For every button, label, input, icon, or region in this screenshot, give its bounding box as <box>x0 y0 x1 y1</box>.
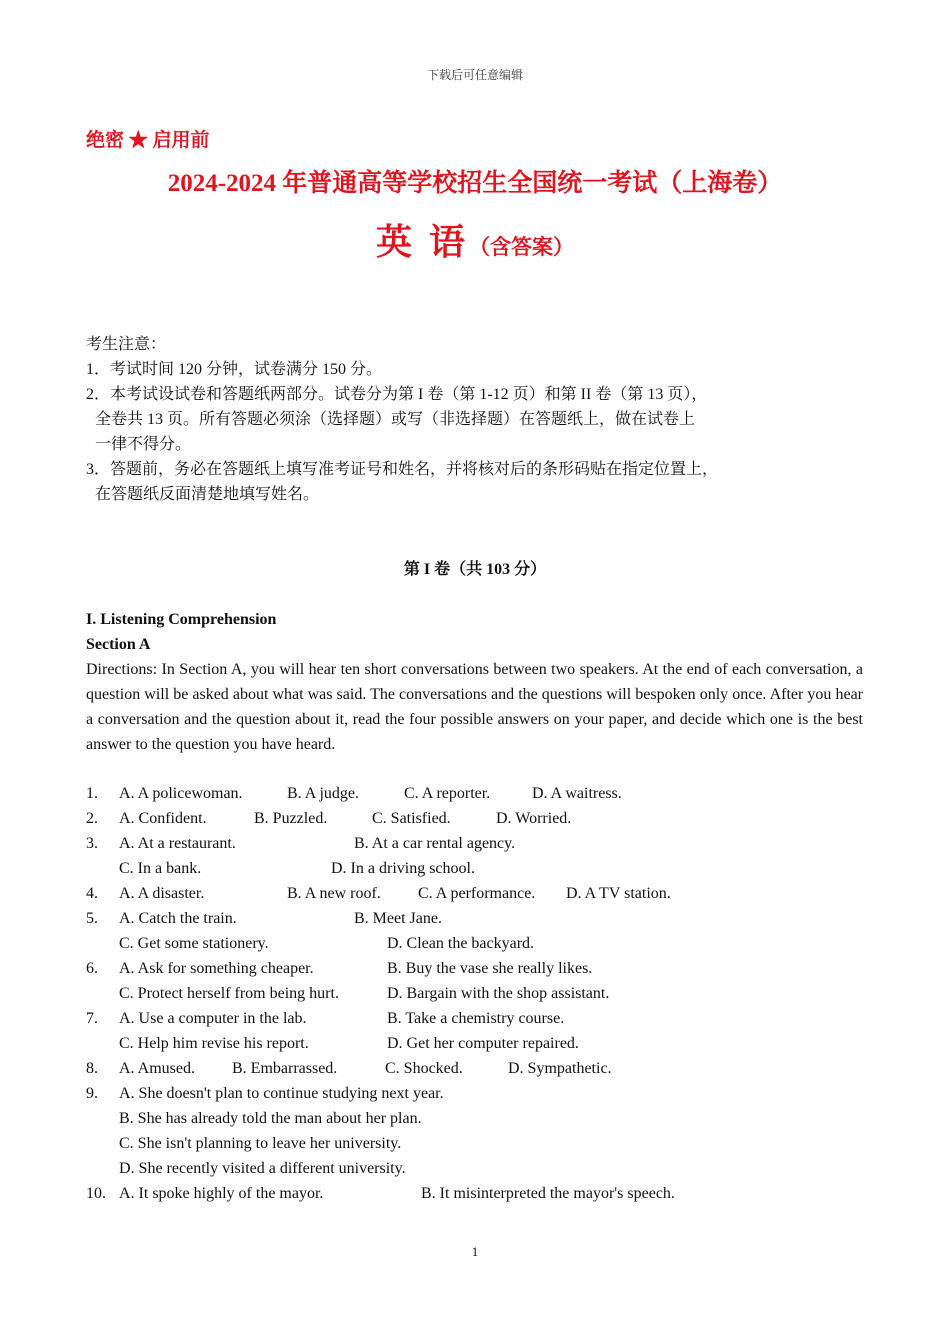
option-d: D. Worried. <box>496 810 572 827</box>
notice-line: 3．答题前，务必在答题纸上填写准考证号和姓名，并将核对后的条形码贴在指定位置上， <box>86 461 719 478</box>
option-c: C. Help him revise his report. <box>119 1035 309 1052</box>
notice-heading: 考生注意： <box>86 336 167 353</box>
question-number: 1. <box>86 785 98 802</box>
option-b: B. Puzzled. <box>254 810 328 827</box>
notice-line: 在答题纸反面清楚地填写姓名。 <box>95 486 320 503</box>
option-b: B. At a car rental agency. <box>354 835 516 852</box>
notice-line: 一律不得分。 <box>95 436 192 453</box>
option-b: B. Take a chemistry course. <box>387 1010 565 1027</box>
listening-title: I. Listening Comprehension <box>86 611 277 628</box>
option-c: C. Satisfied. <box>372 810 451 827</box>
option-a: A. Use a computer in the lab. <box>119 1010 307 1027</box>
option-b: B. Embarrassed. <box>232 1060 338 1077</box>
option-c: C. In a bank. <box>119 860 202 877</box>
option-c: C. Protect herself from being hurt. <box>119 985 339 1002</box>
option-d: D. Bargain with the shop assistant. <box>387 985 610 1002</box>
option-b: B. It misinterpreted the mayor's speech. <box>421 1185 675 1202</box>
question-number: 6. <box>86 960 98 977</box>
option-a: A. She doesn't plan to continue studying next year. <box>119 1085 444 1102</box>
download-note: 下载后可任意编辑 <box>426 68 523 82</box>
option-a: A. Ask for something cheaper. <box>119 960 314 977</box>
option-a: A. Amused. <box>119 1060 195 1077</box>
option-a: A. Catch the train. <box>119 910 237 927</box>
page-number: 1 <box>471 1244 479 1259</box>
option-d: D. Clean the backyard. <box>387 935 535 952</box>
option-c: C. A performance. <box>418 885 536 902</box>
directions-text: Directions: In Section A, you will hear ten short conversations between two speakers. At the end of each conversation, a question will be asked about what was said. The conversations and the questions will bespoken only once. After you hear a conversation and the question about it, read the four possible answers on your paper, and decide which one is the best answer to the question you have heard. <box>86 661 863 753</box>
notice-line: 1．考试时间 120 分钟，试卷满分 150 分。 <box>86 361 383 378</box>
option-b: B. A new roof. <box>287 885 381 902</box>
option-a: A. A disaster. <box>119 885 205 902</box>
option-b: B. Buy the vase she really likes. <box>387 960 593 977</box>
subject-name: 英 语 <box>375 222 469 262</box>
exam-title: 2024-2024 年普通高等学校招生全国统一考试（上海卷） <box>167 170 783 197</box>
question-number: 7. <box>86 1010 98 1027</box>
section-title: Section A <box>86 636 151 653</box>
option-b: B. A judge. <box>287 785 360 802</box>
option-a: A. Confident. <box>119 810 207 827</box>
question-number: 8. <box>86 1060 98 1077</box>
question-number: 3. <box>86 835 98 852</box>
option-c: C. Shocked. <box>385 1060 463 1077</box>
question-number: 9. <box>86 1085 98 1102</box>
option-a: A. A policewoman. <box>119 785 243 802</box>
confidential-label: 绝密 ★ 启用前 <box>86 130 210 151</box>
option-c: C. A reporter. <box>404 785 491 802</box>
notice-line: 全卷共 13 页。所有答题必须涂（选择题）或写（非选择题）在答题纸上，做在试卷上 <box>95 411 696 428</box>
option-d: D. A waitress. <box>532 785 622 802</box>
option-b: B. She has already told the man about her plan. <box>119 1110 422 1127</box>
option-d: D. Get her computer repaired. <box>387 1035 579 1052</box>
part-heading: 第 I 卷（共 103 分） <box>403 561 547 578</box>
subject-heading <box>0 214 950 265</box>
option-a: A. At a restaurant. <box>119 835 236 852</box>
subject-note: （含答案） <box>469 235 574 259</box>
option-d: D. She recently visited a different university. <box>119 1160 406 1177</box>
option-d: D. Sympathetic. <box>508 1060 612 1077</box>
question-number: 5. <box>86 910 98 927</box>
option-c: C. Get some stationery. <box>119 935 269 952</box>
notice-line: 2．本考试设试卷和答题纸两部分。试卷分为第 I 卷（第 1-12 页）和第 II 卷（第 13 页）， <box>86 386 708 403</box>
question-number: 2. <box>86 810 98 827</box>
question-number: 4. <box>86 885 98 902</box>
option-c: C. She isn't planning to leave her university. <box>119 1135 402 1152</box>
option-d: D. In a driving school. <box>331 860 475 877</box>
option-d: D. A TV station. <box>566 885 671 902</box>
option-a: A. It spoke highly of the mayor. <box>119 1185 324 1202</box>
question-number: 10. <box>86 1185 106 1202</box>
option-b: B. Meet Jane. <box>354 910 442 927</box>
